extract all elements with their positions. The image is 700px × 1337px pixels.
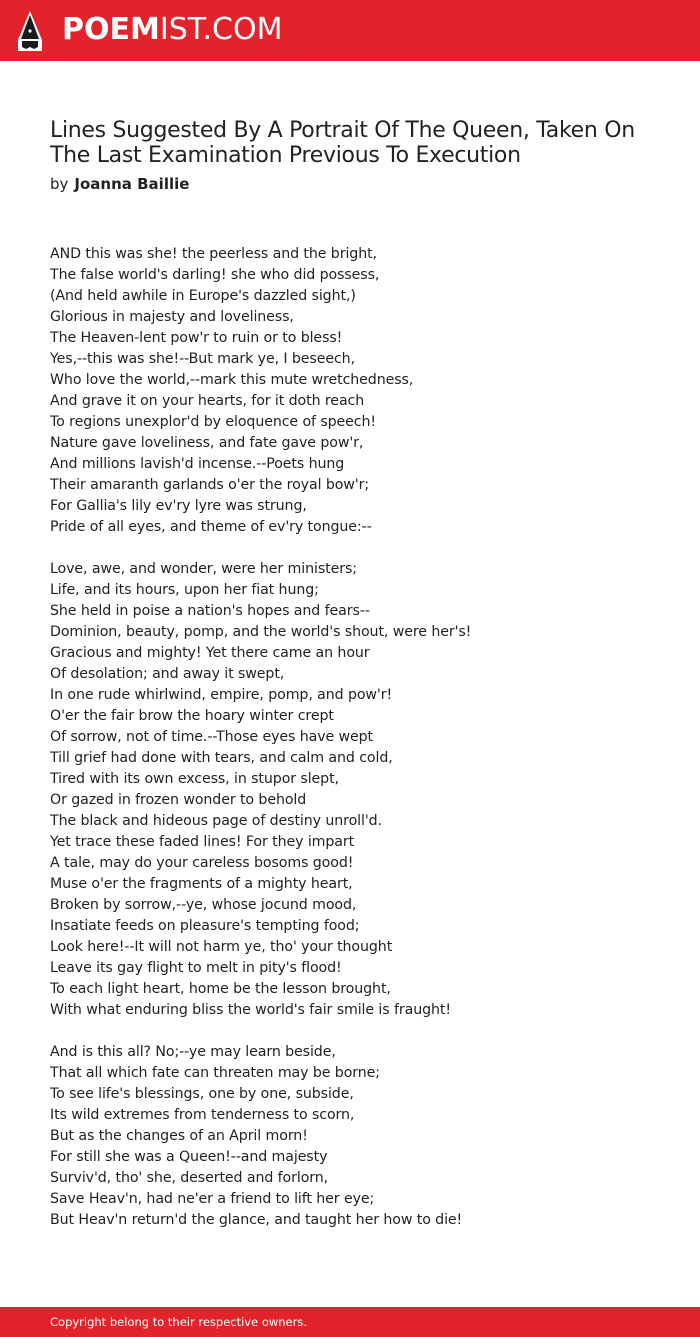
poem-line: And grave it on your hearts, for it doth reach [50,393,365,409]
site-logo[interactable] [62,12,282,48]
copyright-notice: Copyright belong to their respective owners. [50,1315,308,1329]
poem-stanza [50,1042,670,1231]
poem-line: Their amaranth garlands o'er the royal bow'r; [50,477,370,493]
poem-line: In one rude whirlwind, empire, pomp, and pow'r! [50,687,393,703]
poem-line: Or gazed in frozen wonder to behold [50,792,307,808]
poem-line: Of desolation; and away it swept, [50,666,285,682]
poem-line: But Heav'n return'd the glance, and taught her how to die! [50,1212,463,1228]
poem-stanza [50,244,670,538]
poem-line: Glorious in majesty and loveliness, [50,309,294,325]
poem-line: Nature gave loveliness, and fate gave pow'r, [50,435,364,451]
poem-line: For still she was a Queen!--and majesty [50,1149,328,1165]
poem-line: And millions lavish'd incense.--Poets hung [50,456,345,472]
poem-line: Of sorrow, not of time.--Those eyes have wept [50,729,374,745]
poem-line: Who love the world,--mark this mute wretchedness, [50,372,414,388]
poem-line: Surviv'd, tho' she, deserted and forlorn, [50,1170,329,1186]
author-link[interactable]: Joanna Baillie [74,175,190,193]
poem-line: To each light heart, home be the lesson brought, [50,981,391,997]
poem-line: For Gallia's lily ev'ry lyre was strung, [50,498,307,514]
poem-line: Leave its gay flight to melt in pity's flood! [50,960,342,976]
by-label: by [50,175,69,193]
byline [50,174,189,194]
pen-nib-icon[interactable] [17,10,43,52]
poem-line: She held in poise a nation's hopes and fears-- [50,603,370,619]
poem-line: Its wild extremes from tenderness to scorn, [50,1107,355,1123]
poem-line: AND this was she! the peerless and the bright, [50,246,377,262]
poem-line: But as the changes of an April morn! [50,1128,308,1144]
poem-line: Pride of all eyes, and theme of ev'ry tongue:-- [50,519,372,535]
poem-line: To see life's blessings, one by one, subside, [50,1086,354,1102]
poem-line: A tale, may do your careless bosoms good! [50,855,354,871]
poem-line: That all which fate can threaten may be borne; [50,1065,380,1081]
site-header [0,0,700,61]
poem-line: Look here!--It will not harm ye, tho' your thought [50,939,393,955]
poem-line: With what enduring bliss the world's fair smile is fraught! [50,1002,451,1018]
poem-line: Tired with its own excess, in stupor slept, [50,771,339,787]
poem-line: (And held awhile in Europe's dazzled sight,) [50,288,356,304]
poem-stanza [50,559,670,1021]
poem-line: Till grief had done with tears, and calm and cold, [50,750,393,766]
poem-line: Love, awe, and wonder, were her ministers; [50,561,357,577]
poem-line: To regions unexplor'd by eloquence of speech! [50,414,376,430]
poem-title: Lines Suggested By A Portrait Of The Queen, Taken On The Last Examination Previous To Execution [50,118,635,168]
poem-line: Muse o'er the fragments of a mighty heart, [50,876,353,892]
poem-line: Yes,--this was she!--But mark ye, I beseech, [50,351,355,367]
poem-body [50,244,670,1252]
poem-line: The false world's darling! she who did possess, [50,267,380,283]
poem-line: Life, and its hours, upon her fiat hung; [50,582,319,598]
poem-line: Save Heav'n, had ne'er a friend to lift her eye; [50,1191,375,1207]
poem-line: Dominion, beauty, pomp, and the world's shout, were her's! [50,624,472,640]
poem-line: O'er the fair brow the hoary winter crept [50,708,334,724]
poem-line: Gracious and mighty! Yet there came an hour [50,645,370,661]
poem-line: Insatiate feeds on pleasure's tempting food; [50,918,360,934]
site-footer [0,1307,700,1337]
poem-line: And is this all? No;--ye may learn beside, [50,1044,336,1060]
poem-line: Yet trace these faded lines! For they impart [50,834,355,850]
poem-line: Broken by sorrow,--ye, whose jocund mood, [50,897,357,913]
logo-light-text: IST.COM [159,12,283,47]
poem-line: The black and hideous page of destiny unroll'd. [50,813,382,829]
logo-bold-text: POEM [62,12,160,47]
poem-line: The Heaven-lent pow'r to ruin or to bless! [50,330,343,346]
